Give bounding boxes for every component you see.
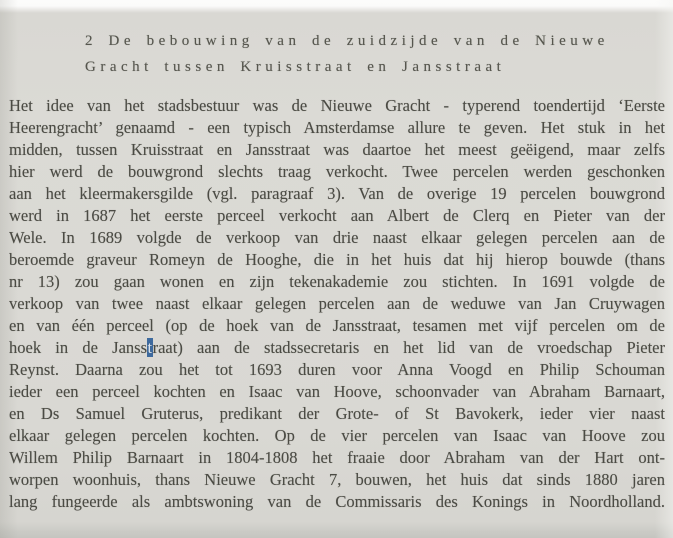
text-line: en van één perceel (op de hoek van de Jansstraat, tesamen met vijf percelen om de [9, 316, 665, 335]
text-segment: raat) aan de stadssecretaris en het lid van de vroedschap Pieter [152, 338, 665, 357]
body-paragraph [9, 95, 665, 513]
text-line: Willem Philip Barnaart in 1804-1808 het fraaie door Abraham van der Hart ont- [9, 448, 665, 467]
text-line: Het idee van het stadsbestuur was de Nieuwe Gracht - typerend toendertijd ‘Eerste [9, 96, 665, 115]
text-line: Wele. In 1689 volgde de verkoop van drie naast elkaar gelegen percelen aan de [9, 228, 665, 247]
text-line: midden, tussen Kruisstraat en Jansstraat was daartoe het meest geëigend, maar zelfs [9, 140, 665, 159]
text-line: lang fungeerde als ambtswoning van de Commissaris des Konings in Noordholland. [9, 492, 665, 511]
text-line: nr 13) zou gaan wonen en zijn tekenakademie zou stichten. In 1691 volgde de [9, 272, 665, 291]
text-line: beroemde graveur Romeyn de Hooghe, die in het huis dat hij hierop bouwde (thans [9, 250, 665, 269]
text-line: elkaar gelegen percelen kochten. Op de vier percelen van Isaac van Hoove zou [9, 426, 665, 445]
text-line: werd in 1687 het eerste perceel verkocht aan Albert de Clerq en Pieter van der [9, 206, 665, 225]
section-heading [85, 28, 653, 80]
text-line: Heerengracht’ genaamd - een typisch Amsterdamse allure te geven. Het stuk in het [9, 118, 665, 137]
text-line: aan het kleermakersgilde (vgl. paragraaf 3). Van de overige 19 percelen bouwgrond [9, 184, 665, 203]
text-line: ieder een perceel kochten en Isaac van Hoove, schoonvader van Abraham Barnaart, [9, 382, 665, 401]
text-line: verkoop van twee naast elkaar gelegen percelen aan de weduwe van Jan Cruywagen [9, 294, 665, 313]
text-cursor-highlight: t [147, 338, 153, 357]
text-line: hier werd de bouwgrond slechts traag verkocht. Twee percelen werden geschonken [9, 162, 665, 181]
text-line [9, 337, 665, 359]
text-line: worpen woonhuis, thans Nieuwe Gracht 7, bouwen, het huis dat sinds 1880 jaren [9, 470, 665, 489]
text-line: en Ds Samuel Gruterus, predikant der Grote- of St Bavokerk, ieder vier naast [9, 404, 665, 423]
text-segment: hoek in de Janss [9, 338, 147, 357]
heading-line: Gracht tussen Kruisstraat en Jansstraat [85, 59, 506, 75]
heading-line: 2 De bebouwing van de zuidzijde van de Nieuwe [85, 33, 609, 49]
text-line: Reynst. Daarna zou het tot 1693 duren voor Anna Voogd en Philip Schouman [9, 360, 665, 379]
